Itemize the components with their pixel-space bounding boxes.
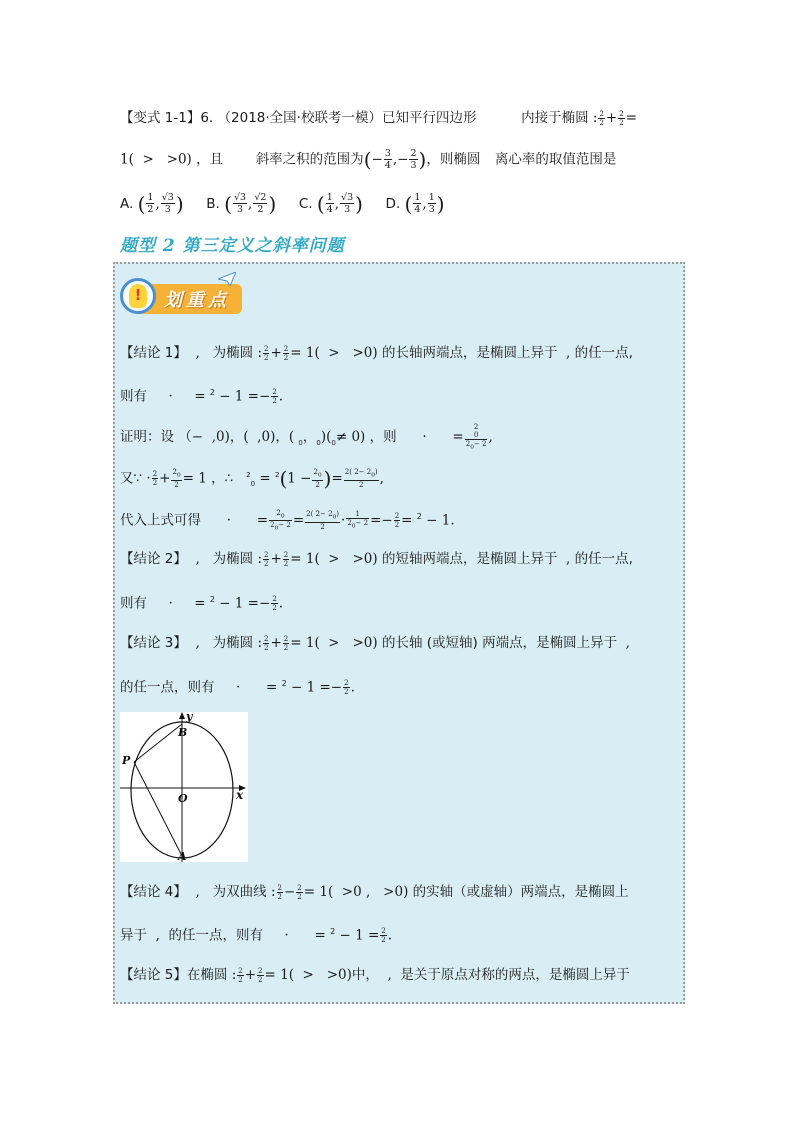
answer-options (120, 192, 445, 215)
conclusion-1-line-2: 则有 · = $^2$ − 1 =− $\frac{2}{2}$ . (120, 388, 284, 405)
conclusion-2-line-1: 【结论 2】 , 为椭圆 : $\frac{2}{2}$ + $\frac{2}{2}$ = 1( > >0) 的短轴两端点，是椭圆上异于 , 的任一点, (120, 550, 633, 568)
lightbulb-icon: ! (129, 284, 147, 308)
point-p-label: P (122, 754, 131, 767)
section-heading: 题型 2 第三定义之斜率问题 (120, 236, 345, 256)
conclusion-4-line-1: 【结论 4】 , 为双曲线 : $\frac{2}{2}$ − $\frac{2}{2}$ = 1( >0 , >0) 的实轴（或虚轴）两端点，是椭圆上 (120, 883, 629, 901)
conclusion-5-line-1: 【结论 5】在椭圆 : $\frac{2}{2}$ + $\frac{2}{2}$ = 1( > >0)中， , 是关于原点对称的两点，是椭圆上异于 (120, 966, 630, 984)
conclusion-2-line-2: 则有 · = $^2$ − 1 =− $\frac{2}{2}$ . (120, 595, 284, 612)
proof-line-1: 证明：设 （− ,0)，( ,0)，( $_0$，$_0)(_0\ne 0)$ ，则 · = 2 0 $2_0- 2$ , (120, 423, 493, 451)
option-a[interactable]: A. ( $\frac{1}{2}$ , $\frac{√3}{3}$ ) (120, 191, 184, 216)
origin-label: O (178, 792, 188, 805)
y-axis-label: y (186, 712, 193, 723)
problem-line-1: 【变式 1-1】6. （2018·全国·校联考一模）已知平行四边形 内接于椭圆 : $\frac{2}{2}$ + $\frac{2}{2}$ = (120, 109, 637, 127)
key-points-badge (120, 270, 242, 322)
paper-plane-icon (218, 272, 236, 286)
proof-line-3: 代入上式可得 · = $\frac{2_0}{2_0- 2}$ = $\frac{2( 2- 2_0)}{2}$ · $\frac{1}{2_0- 2}$ =− $\frac{2}{2}$ = $^2$ − 1. (120, 508, 455, 532)
conclusion-3-line-1: 【结论 3】 , 为椭圆 : $\frac{2}{2}$ + $\frac{2}{2}$ = 1( > >0) 的长轴 (或短轴) 两端点，是椭圆上异于 , (120, 634, 630, 652)
point-a-label: A (178, 850, 187, 862)
option-c[interactable]: C. ( $\frac{1}{4}$ , $\frac{√3}{3}$ ) (298, 191, 363, 216)
ellipse-figure (120, 712, 248, 862)
conclusion-3-line-2: 的任一点，则有 · = $^2$ − 1 =− $\frac{2}{2}$ . (120, 679, 355, 696)
option-d[interactable]: D. ( $\frac{1}{4}$ , $\frac{1}{3}$ ) (385, 191, 445, 216)
problem-line-2: 1( > >0) ，且 斜率之积的范围为(− $\frac{3}{4}$ ,− $\frac{2}{3}$ )，则椭圆 离心率的取值范围是 (120, 147, 617, 172)
proof-line-2: 又∵ · $\frac{2}{2}$ + $\frac{2_0}{2}$ = 1 ，∴ $^2_0$ = $^2$(1 − $\frac{2_0}{2}$ )= $\frac{2( 2- 2_0)}{2}$ , (120, 466, 384, 491)
conclusion-4-line-2: 异于 , 的任一点，则有 · = $^2$ − 1 = $\frac{2}{2}$ . (120, 927, 393, 944)
ellipse-diagram (120, 712, 248, 862)
conclusion-1-line-1: 【结论 1】 , 为椭圆 : $\frac{2}{2}$ + $\frac{2}{2}$ = 1( > >0) 的长轴两端点，是椭圆上异于 , 的任一点, (120, 344, 633, 362)
option-b[interactable]: B. ( $\frac{√3}{3}$ , $\frac{√2}{2}$ ) (206, 191, 277, 216)
badge-label: 划重点 (164, 290, 230, 311)
point-b-label: B (178, 726, 188, 739)
x-axis-label: x (236, 788, 244, 802)
